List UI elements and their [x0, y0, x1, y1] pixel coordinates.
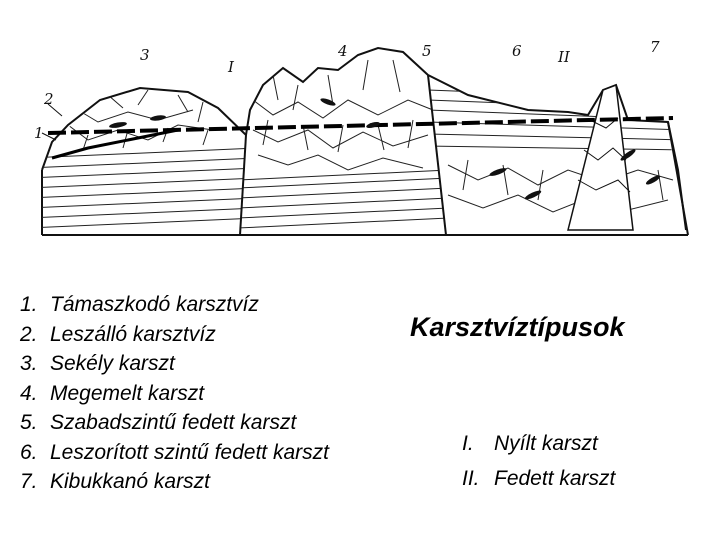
- diagram-label-I: I: [228, 58, 234, 76]
- slide-title: Karsztvíztípusok: [410, 312, 625, 342]
- diagram-label-4: 4: [338, 42, 348, 60]
- diagram-label-3: 3: [140, 46, 150, 64]
- numbered-legend: [20, 290, 329, 497]
- legend-item: 4. Megemelt karszt: [20, 381, 205, 405]
- strata-lines-left: [28, 148, 258, 228]
- block-uplifted-karst: [238, 60, 448, 228]
- legend-item: 7. Kibukkanó karszt: [20, 470, 210, 493]
- diagram-label-5: 5: [422, 42, 432, 60]
- legend-item: 5. Szabadszintű fedett karszt: [20, 411, 297, 434]
- karst-water-table: [48, 118, 673, 158]
- karst-type-list: [462, 426, 615, 496]
- legend-item: 3. Sekély karszt: [20, 352, 175, 375]
- diagram-label-1: 1: [34, 124, 44, 142]
- limestone-joints-right: [448, 160, 673, 212]
- block-covered-karst: [428, 90, 688, 212]
- strata-lines-mid: [238, 170, 448, 228]
- diagram-label-II: II: [558, 48, 570, 66]
- diagram-label-7: 7: [650, 38, 660, 56]
- karst-cross-section-diagram: [28, 30, 700, 242]
- diagram-label-2: 2: [44, 90, 54, 108]
- type-item: I. Nyílt karszt: [462, 432, 598, 455]
- legend-item: 6. Leszorított szintű fedett karszt: [20, 440, 329, 464]
- legend-item: 2. Leszálló karsztvíz: [20, 322, 216, 346]
- block-shallow-karst: [28, 90, 258, 228]
- limestone-joints-mid: [253, 60, 433, 170]
- legend-item: 1. Támaszkodó karsztvíz: [20, 293, 259, 316]
- limestone-joints-left: [68, 90, 213, 150]
- type-item: II. Fedett karszt: [462, 467, 616, 490]
- diagram-label-6: 6: [512, 42, 522, 60]
